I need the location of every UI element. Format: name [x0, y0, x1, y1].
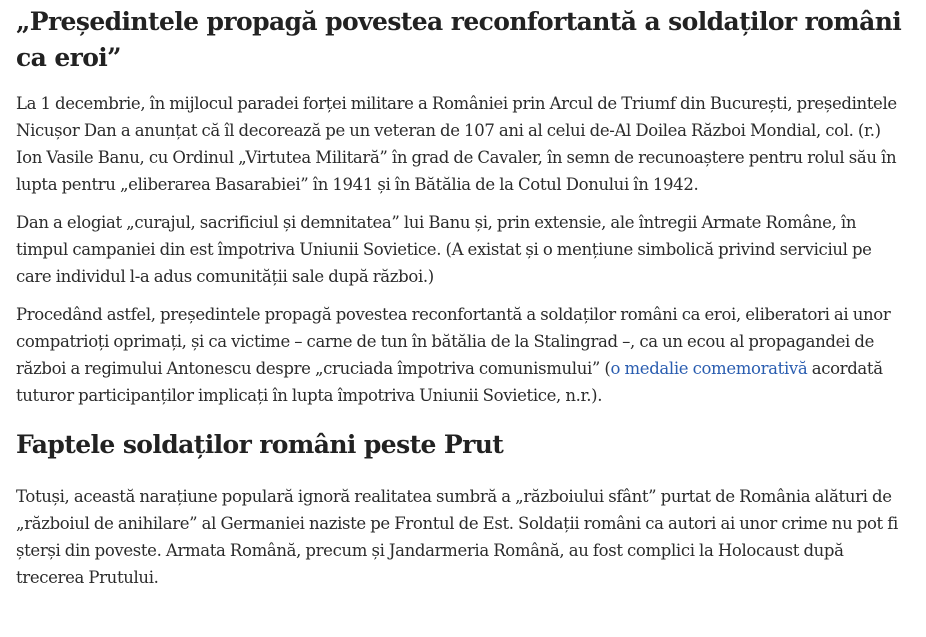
- paragraph-4: Totuși, această narațiune populară ignoră realitatea sumbră a „războiului sfânt” purtat de România alături de „războiul de anihilare” al Germaniei naziste pe Frontul de Est. Soldații români ca autori ai unor crime nu pot fi șterși din poveste. Armata Română, precum și Jandarmeria Română, au fost complici la Holocaust după trecerea Prutului.: [16, 487, 898, 587]
- paragraph-2: Dan a elogiat „curajul, sacrificiul și demnitatea” lui Banu și, prin extensie, ale întregii Armate Române, în timpul campaniei din est împotriva Uniunii Sovietice. (A existat și o mențiune simbolică privind serviciul pe care individul l-a adus comunității sale după război.): [16, 213, 872, 286]
- paragraph-3-text-before: Procedând astfel, președintele propagă povestea reconfortantă a soldaților români ca eroi, eliberatori ai unor compatrioți oprimați, și ca victime – carne de tun în bătălia de la Stalingrad –, ca un ecou al propagandei de război a regimului Antonescu despre „cruciada împotriva comunismului” (: [16, 305, 891, 378]
- paragraph-3-text-after: acordată tuturor participanților implicați în lupta împotriva Uniunii Sovietice, n.r.).: [16, 359, 883, 405]
- article-body: [16, 4, 904, 602]
- article-heading: „Președintele propagă povestea reconfortantă a soldaților români ca eroi”: [16, 7, 902, 72]
- paragraph-3: [16, 301, 904, 409]
- commemorative-medal-link[interactable]: o medalie comemorativă: [610, 359, 808, 378]
- section-heading: Faptele soldaților români peste Prut: [16, 430, 504, 459]
- paragraph-1: La 1 decembrie, în mijlocul paradei forței militare a României prin Arcul de Triumf din București, președintele Nicușor Dan a anunțat că îl decorează pe un veteran de 107 ani al celui de-Al Doilea Război Mondial, col. (r.) Ion Vasile Banu, cu Ordinul „Virtutea Militară” în grad de Cavaler, în semn de recunoaștere pentru rolul său în lupta pentru „eliberarea Basarabiei” în 1941 și în Bătălia de la Cotul Donului în 1942.: [16, 94, 897, 194]
